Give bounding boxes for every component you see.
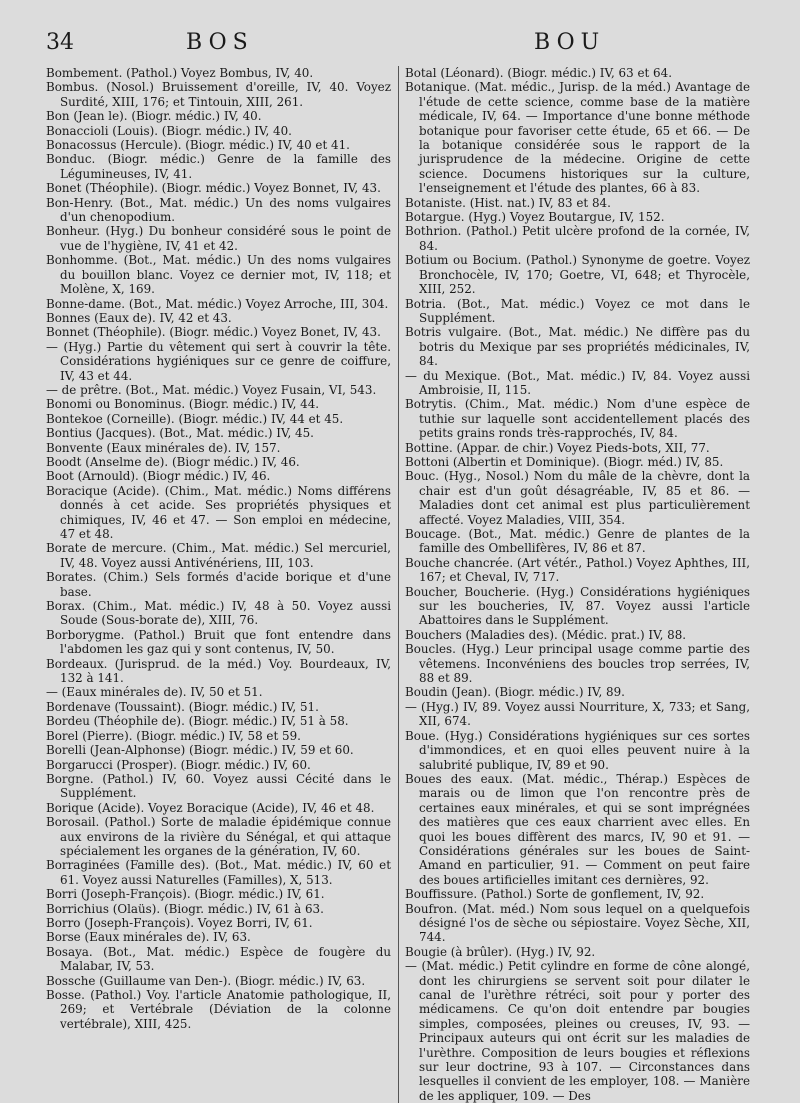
index-entry: Borgne. (Pathol.) IV, 60. Voyez aussi Cécité dans le Supplément. (46, 771, 391, 801)
index-entry: Borax. (Chim., Mat. médic.) IV, 48 à 50. Voyez aussi Soude (Sous-borate de), XIII, 76. (46, 599, 391, 628)
index-entry: — (Hyg.) Partie du vêtement qui sert à couvrir la tête. Considérations hygiéniques sur ce genre de coiffure, IV, 43 et 44. (46, 339, 391, 383)
column-divider (398, 66, 399, 1103)
index-entry: Bougie (à brûler). (Hyg.) IV, 92. (405, 944, 596, 959)
index-entry: Botium ou Bocium. (Pathol.) Synonyme de goetre. Voyez Bronchocèle, IV, 170; Goetre, VI, 648; et Thyrocèle, XIII, 252. (405, 253, 750, 297)
index-entry: Borborygme. (Pathol.) Bruit que font entendre dans l'abdomen les gaz qui y sont contenus, IV, 50. (46, 627, 391, 657)
index-entry: Bordeu (Théophile de). (Biogr. médic.) IV, 51 à 58. (46, 714, 349, 729)
index-entry: Bonet (Théophile). (Biogr. médic.) Voyez Bonnet, IV, 43. (46, 181, 381, 196)
index-entry: Boracique (Acide). (Chim., Mat. médic.) Noms différens donnés à cet acide. Ses propriétés physiques et chimiques, IV, 46 et 47. — Son emploi en médecine, 47 et 48. (46, 483, 391, 541)
index-entry: Borosail. (Pathol.) Sorte de maladie épidémique connue aux environs de la rivière du Sénégal, et qui attaque spécialement les organes de la génération, IV, 60. (46, 815, 391, 858)
index-entry: Bonaccioli (Louis). (Biogr. médic.) IV, 40. (46, 123, 292, 138)
index-entry: Bonne-dame. (Bot., Mat. médic.) Voyez Arroche, III, 304. (46, 296, 389, 311)
index-entry: Bothrion. (Pathol.) Petit ulcère profond de la cornée, IV, 84. (405, 224, 750, 253)
index-entry: Borrichius (Olaüs). (Biogr. médic.) IV, 61 à 63. (46, 901, 324, 916)
index-entry: Bombement. (Pathol.) Voyez Bombus, IV, 40. (46, 66, 314, 80)
index-entry: Botris vulgaire. (Bot., Mat. médic.) Ne diffère pas du botris du Mexique par ses propriétés médicinales, IV, 84. (405, 325, 750, 369)
index-entry: Boot (Arnould). (Biogr médic.) IV, 46. (46, 469, 271, 484)
index-entry: Borel (Pierre). (Biogr. médic.) IV, 58 et 59. (46, 728, 301, 743)
index-entry: Borgarucci (Prosper). (Biogr. médic.) IV, 60. (46, 757, 311, 772)
index-entry: Borri (Joseph-François). (Biogr. médic.) IV, 61. (46, 887, 325, 902)
index-entry: Botria. (Bot., Mat. médic.) Voyez ce mot dans le Supplément. (405, 296, 750, 325)
index-entry: Bouchers (Maladies des). (Médic. prat.) IV, 88. (405, 627, 687, 642)
index-entry: Bonhomme. (Bot., Mat. médic.) Un des noms vulgaires du bouillon blanc. Voyez ce dernier mot, IV, 118; et Molène, X, 169. (46, 253, 391, 297)
index-entry: Botaniste. (Hist. nat.) IV, 83 et 84. (405, 195, 611, 210)
index-entry: Boucher, Boucherie. (Hyg.) Considérations hygiéniques sur les boucheries, IV, 87. Voyez aussi l'article Abattoires dans le Supplément. (405, 584, 750, 628)
index-entry: — (Mat. médic.) Petit cylindre en forme de cône alongé, dont les chirurgiens se servent soit pour dilater le canal de l'urèthre rétréci, soit pour y porter des médicamens. Ce qu'on doit entendre par bougies simples, composées, pleines ou creuses, IV, 93. — Principaux auteurs qui ont écrit sur les maladies de l'urèthre. Composition de leurs bougies et réflexions sur leur doctrine, 93 à 107. — Circonstances dans lesquelles il convient de les employer, 108. — Manière de les appliquer, 109. — Des (405, 959, 750, 1103)
index-entry: Bon (Jean le). (Biogr. médic.) IV, 40. (46, 109, 262, 124)
index-entry: — du Mexique. (Bot., Mat. médic.) IV, 84. Voyez aussi Ambroisie, II, 115. (405, 368, 750, 397)
index-entry: Bonduc. (Biogr. médic.) Genre de la famille des Légumineuses, IV, 41. (46, 152, 391, 181)
index-entry: Botanique. (Mat. médic., Jurisp. de la méd.) Avantage de l'étude de cette science, comme base de la matière médicale, IV, 64. — Importance d'une bonne méthode botanique pour favoriser cette étude, 65 et 66. — De la botanique considérée sous le rapport de la jurisprudence de la médecine. Origine de cette science. Documens historiques sur la culture, l'enseignement et l'étude des plantes, 66 à 83. (405, 80, 750, 196)
index-entry: Botal (Léonard). (Biogr. médic.) IV, 63 et 64. (405, 66, 672, 80)
index-entry: Bonheur. (Hyg.) Du bonheur considéré sous le point de vue de l'hygiène, IV, 41 et 42. (46, 224, 391, 253)
index-entry: Bouc. (Hyg., Nosol.) Nom du mâle de la chèvre, dont la chair est d'un goût désagréable, IV, 85 et 86. — Maladies dont cet animal est plus particulièrement affecté. Voyez Maladies, VIII, 354. (405, 469, 750, 527)
index-entry: Bosse. (Pathol.) Voy. l'article Anatomie pathologique, II, 269; et Vertébrale (Déviation de la colonne vertébrale), XIII, 425. (46, 988, 391, 1031)
two-column-body (46, 66, 752, 1103)
index-entry: Boufron. (Mat. méd.) Nom sous lequel on a quelquefois désigné l'os de sèche ou sépiostaire. Voyez Sèche, XII, 744. (405, 901, 750, 945)
index-entry: Boodt (Anselme de). (Biogr médic.) IV, 46. (46, 454, 300, 469)
index-entry: Bordenave (Toussaint). (Biogr. médic.) IV, 51. (46, 699, 319, 714)
index-entry: — de prêtre. (Bot., Mat. médic.) Voyez Fusain, VI, 543. (46, 382, 377, 397)
right-column-heading: BOU (534, 30, 606, 55)
index-entry: Bosaya. (Bot., Mat. médic.) Espèce de fougère du Malabar, IV, 53. (46, 944, 391, 974)
index-entry: Bouche chancrée. (Art vétér., Pathol.) Voyez Aphthes, III, 167; et Cheval, IV, 717. (405, 555, 750, 585)
index-entry: Bonnes (Eaux de). IV, 42 et 43. (46, 310, 232, 325)
index-entry: Bonnet (Théophile). (Biogr. médic.) Voyez Bonet, IV, 43. (46, 325, 381, 340)
index-entry: Bonacossus (Hercule). (Biogr. médic.) IV, 40 et 41. (46, 138, 350, 153)
left-column-heading: BOS (186, 30, 254, 55)
index-entry: Borates. (Chim.) Sels formés d'acide borique et d'une base. (46, 570, 391, 599)
index-entry: Bonvente (Eaux minérales de). IV, 157. (46, 440, 281, 455)
index-entry: Bottine. (Appar. de chir.) Voyez Pieds-bots, XII, 77. (405, 440, 710, 455)
index-entry: Borate de mercure. (Chim., Mat. médic.) Sel mercuriel, IV, 48. Voyez aussi Antivénériens, III, 103. (46, 541, 391, 570)
index-entry: Bouffissure. (Pathol.) Sorte de gonflement, IV, 92. (405, 887, 705, 902)
index-entry: Bombus. (Nosol.) Bruissement d'oreille, IV, 40. Voyez Surdité, XIII, 176; et Tintouin, XIII, 261. (46, 80, 391, 109)
index-entry: Bontius (Jacques). (Bot., Mat. médic.) IV, 45. (46, 426, 314, 441)
index-entry: Bottoni (Albertin et Dominique). (Biogr. méd.) IV, 85. (405, 454, 724, 469)
index-entry: Boucles. (Hyg.) Leur principal usage comme partie des vêtemens. Inconvéniens des boucles trop serrées, IV, 88 et 89. (405, 642, 750, 686)
index-entry: Borique (Acide). Voyez Boracique (Acide), IV, 46 et 48. (46, 800, 375, 815)
index-entry: Bon-Henry. (Bot., Mat. médic.) Un des noms vulgaires d'un chenopodium. (46, 195, 391, 225)
index-entry: Botargue. (Hyg.) Voyez Boutargue, IV, 152. (405, 210, 665, 225)
index-entry: Bordeaux. (Jurisprud. de la méd.) Voy. Bourdeaux, IV, 132 à 141. (46, 656, 391, 686)
index-entry: Boucage. (Bot., Mat. médic.) Genre de plantes de la famille des Ombellifères, IV, 86 et 87. (405, 527, 750, 556)
page-header (46, 28, 752, 66)
index-entry: Bossche (Guillaume van Den-). (Biogr. médic.) IV, 63. (46, 973, 366, 988)
index-entry: — (Eaux minérales de). IV, 50 et 51. (46, 685, 263, 700)
index-entry: Bontekoe (Corneille). (Biogr. médic.) IV, 44 et 45. (46, 411, 344, 426)
index-entry: Borse (Eaux minérales de). IV, 63. (46, 930, 251, 945)
page-number: 34 (46, 30, 74, 55)
index-entry: — (Hyg.) IV, 89. Voyez aussi Nourriture, X, 733; et Sang, XII, 674. (405, 699, 750, 729)
index-entry: Bonomi ou Bonominus. (Biogr. médic.) IV, 44. (46, 397, 320, 412)
index-entry: Borelli (Jean-Alphonse) (Biogr. médic.) IV, 59 et 60. (46, 743, 354, 758)
index-entry: Botrytis. (Chim., Mat. médic.) Nom d'une espèce de tuthie sur laquelle sont accidentellement placés des petits grains ronds très-rapprochés, IV, 84. (405, 397, 750, 441)
index-entry: Boues des eaux. (Mat. médic., Thérap.) Espèces de marais ou de limon que l'on rencontre près de certaines eaux minérales, et qui se sont imprégnées des matières que ces eaux charrient avec elles. En quoi les boues diffèrent des marcs, IV, 90 et 91. — Considérations générales sur les boues de Saint-Amand en particulier, 91. — Comment on peut faire des boues artificielles imitant ces dernières, 92. (405, 771, 750, 887)
right-column (405, 66, 750, 1103)
index-entry: Boudin (Jean). (Biogr. médic.) IV, 89. (405, 685, 625, 700)
index-entry: Borro (Joseph-François). Voyez Borri, IV, 61. (46, 915, 313, 930)
left-column (46, 66, 391, 1103)
index-entry: Borraginées (Famille des). (Bot., Mat. médic.) IV, 60 et 61. Voyez aussi Naturelles (Familles), X, 513. (46, 858, 391, 887)
index-entry: Boue. (Hyg.) Considérations hygiéniques sur ces sortes d'immondices, et en quoi elles peuvent nuire à la salubrité publique, IV, 89 et 90. (405, 728, 750, 772)
